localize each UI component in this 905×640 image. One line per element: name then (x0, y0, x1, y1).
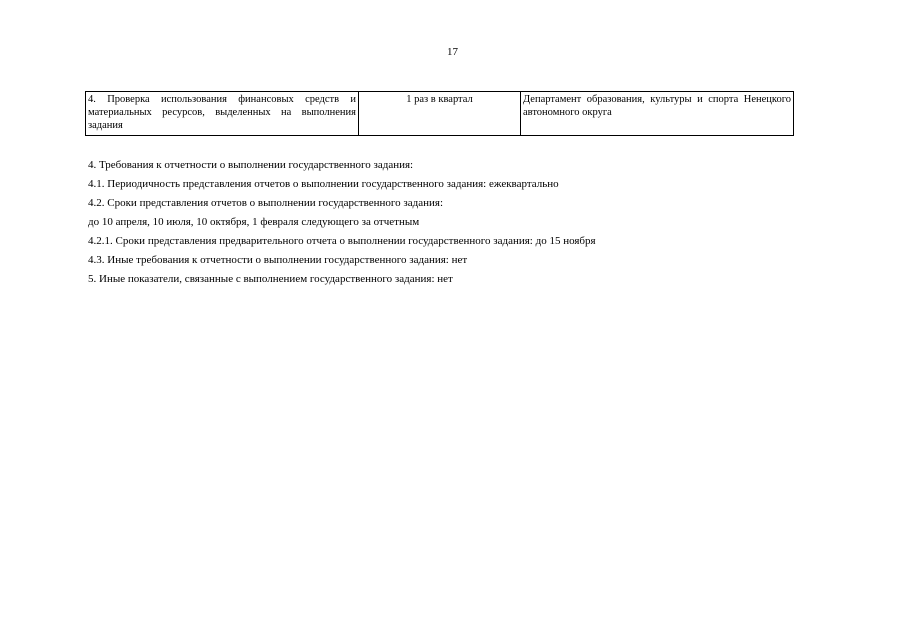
requirement-line: 4.2.1. Сроки представления предварительного отчета о выполнении государственного задания: до 15 ноября (88, 235, 596, 247)
page-number: 17 (447, 46, 458, 58)
requirement-line: 4.1. Периодичность представления отчетов о выполнении государственного задания: ежеквартально (88, 178, 559, 190)
requirement-line: 4. Требования к отчетности о выполнении государственного задания: (88, 159, 414, 171)
control-authority-cell: Департамент образования, культуры и спорта Ненецкого автономного округа (521, 92, 794, 136)
requirement-line: 4.3. Иные требования к отчетности о выполнении государственного задания: нет (88, 254, 468, 266)
control-table (85, 91, 794, 136)
table-row (86, 92, 794, 136)
control-action-cell: 4. Проверка использования финансовых средств и материальных ресурсов, выделенных на выполнения задания (86, 92, 359, 136)
reporting-requirements (88, 156, 808, 289)
control-frequency-cell: 1 раз в квартал (359, 92, 521, 136)
requirement-line: 4.2. Сроки представления отчетов о выполнении государственного задания: (88, 197, 444, 209)
requirement-line: 5. Иные показатели, связанные с выполнением государственного задания: нет (88, 273, 453, 285)
requirement-line: до 10 апреля, 10 июля, 10 октября, 1 февраля следующего за отчетным (88, 216, 420, 228)
